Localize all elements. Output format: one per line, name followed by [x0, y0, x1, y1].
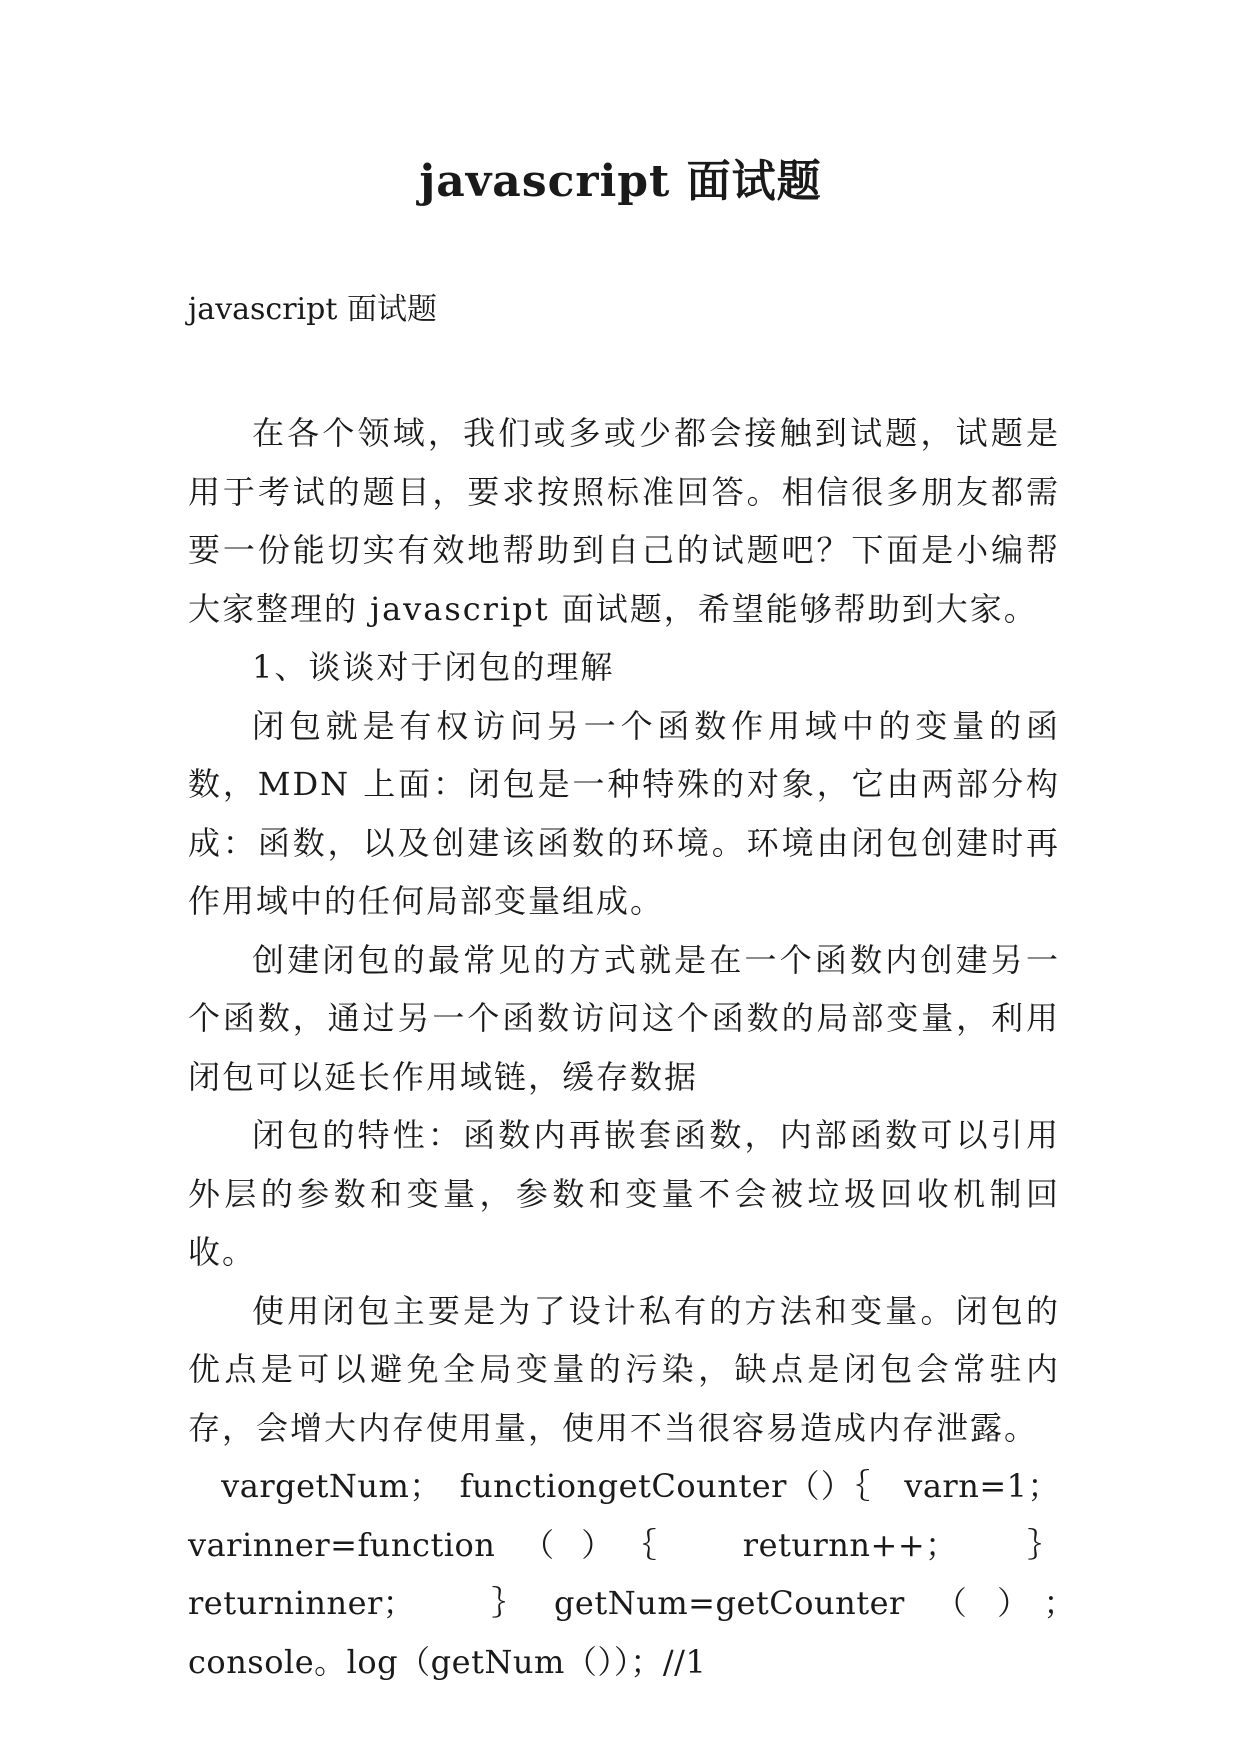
code-snippet: vargetNum； functiongetCounter（）｛ varn=1；varinner=function（）｛ returnn++； ｝returninner； ｝getNum=getCounter（）； console。log（getNum（））；//1 — [188, 1467, 1093, 1681]
paragraph-closure-definition: 闭包就是有权访问另一个函数作用域中的变量的函数，MDN 上面：闭包是一种特殊的对象，它由两部分构成：函数，以及创建该函数的环境。环境由闭包创建时再作用域中的任何局部变量组成。 — [188, 706, 1060, 920]
document-title: javascript 面试题 — [419, 156, 822, 207]
paragraph-closure-usage: 使用闭包主要是为了设计私有的方法和变量。闭包的优点是可以避免全局变量的污染，缺点是闭包会常驻内存，会增大内存使用量，使用不当很容易造成内存泄露。 — [188, 1291, 1060, 1447]
paragraph-intro: 在各个领域，我们或多或少都会接触到试题，试题是用于考试的题目，要求按照标准回答。相信很多朋友都需要一份能切实有效地帮助到自己的试题吧？下面是小编帮大家整理的 javascript 面试题，希望能够帮助到大家。 — [188, 414, 1060, 628]
section-heading: 1、谈谈对于闭包的理解 — [252, 648, 615, 686]
paragraph-closure-features: 闭包的特性：函数内再嵌套函数，内部函数可以引用外层的参数和变量，参数和变量不会被垃圾回收机制回收。 — [188, 1116, 1060, 1271]
document-body — [188, 404, 1093, 1691]
document-subtitle: javascript 面试题 — [188, 292, 437, 327]
paragraph-closure-creation: 创建闭包的最常见的方式就是在一个函数内创建另一个函数，通过另一个函数访问这个函数的局部变量，利用闭包可以延长作用域链，缓存数据 — [188, 940, 1060, 1096]
